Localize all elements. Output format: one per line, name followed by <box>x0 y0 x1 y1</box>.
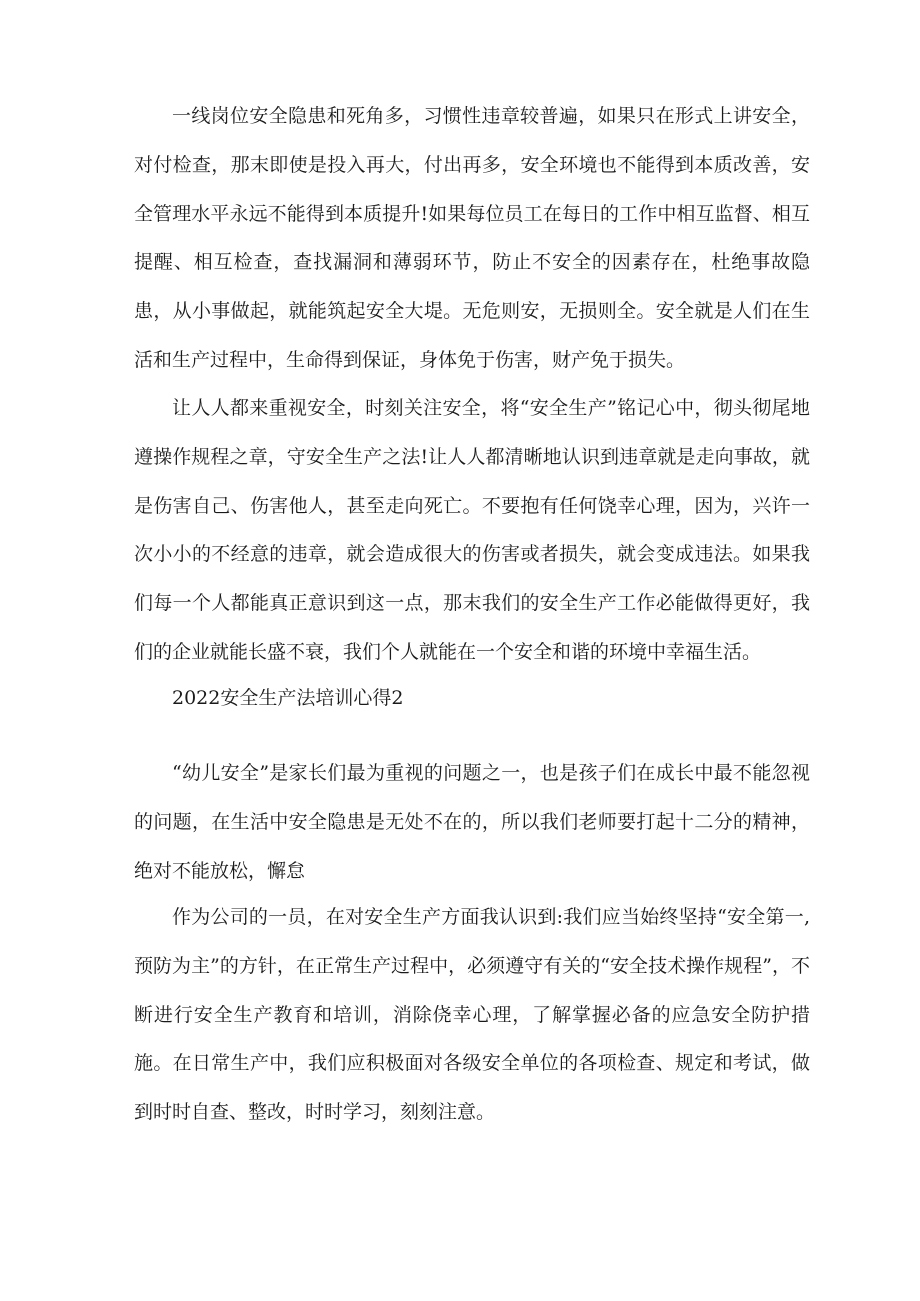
paragraph-safety-hazards: 一线岗位安全隐患和死角多，习惯性违章较普遍，如果只在形式上讲安全，对付检查，那末即使是投入再大，付出再多，安全环境也不能得到本质改善，安全管理水平永远不能得到本质提升!如果每位员工在每日的工作中相互监督、相互提醒、相互检查，查找漏洞和薄弱环节，防止不安全的因素存在，杜绝事故隐患，从小事做起，就能筑起安全大堤。无危则安，无损则全。安全就是人们在生活和生产过程中，生命得到保证，身体免于伤害，财产免于损失。 <box>134 105 810 371</box>
paragraph-company-safety: 作为公司的一员，在对安全生产方面我认识到:我们应当始终坚持“安全第一,预防为主”的方针，在正常生产过程中，必须遵守有关的“安全技术操作规程”，不断进行安全生产教育和培训，消除侥幸心理，了解掌握必备的应急安全防护措施。在日常生产中，我们应积极面对各级安全单位的各项检查、规定和考试，做到时时自查、整改，时时学习，刻刻注意。 <box>134 906 810 1124</box>
section-heading: 2022安全生产法培训心得2 <box>172 687 404 709</box>
paragraph-value-safety: 让人人都来重视安全，时刻关注安全，将“安全生产”铭记心中，彻头彻尾地遵操作规程之章，守安全生产之法!让人人都清晰地认识到违章就是走向事故，就是伤害自己、伤害他人，甚至走向死亡。不要抱有任何饶幸心理，因为，兴许一次小小的不经意的违章，就会造成很大的伤害或者损失，就会变成违法。如果我们每一个人都能真正意识到这一点，那末我们的安全生产工作必能做得更好，我们的企业就能长盛不衰，我们个人就能在一个安全和谐的环境中幸福生活。 <box>134 397 810 663</box>
paragraph-child-safety: “幼儿安全”是家长们最为重视的问题之一，也是孩子们在成长中最不能忽视的问题，在生活中安全隐患是无处不在的，所以我们老师要打起十二分的精神，绝对不能放松，懈怠 <box>134 762 810 882</box>
